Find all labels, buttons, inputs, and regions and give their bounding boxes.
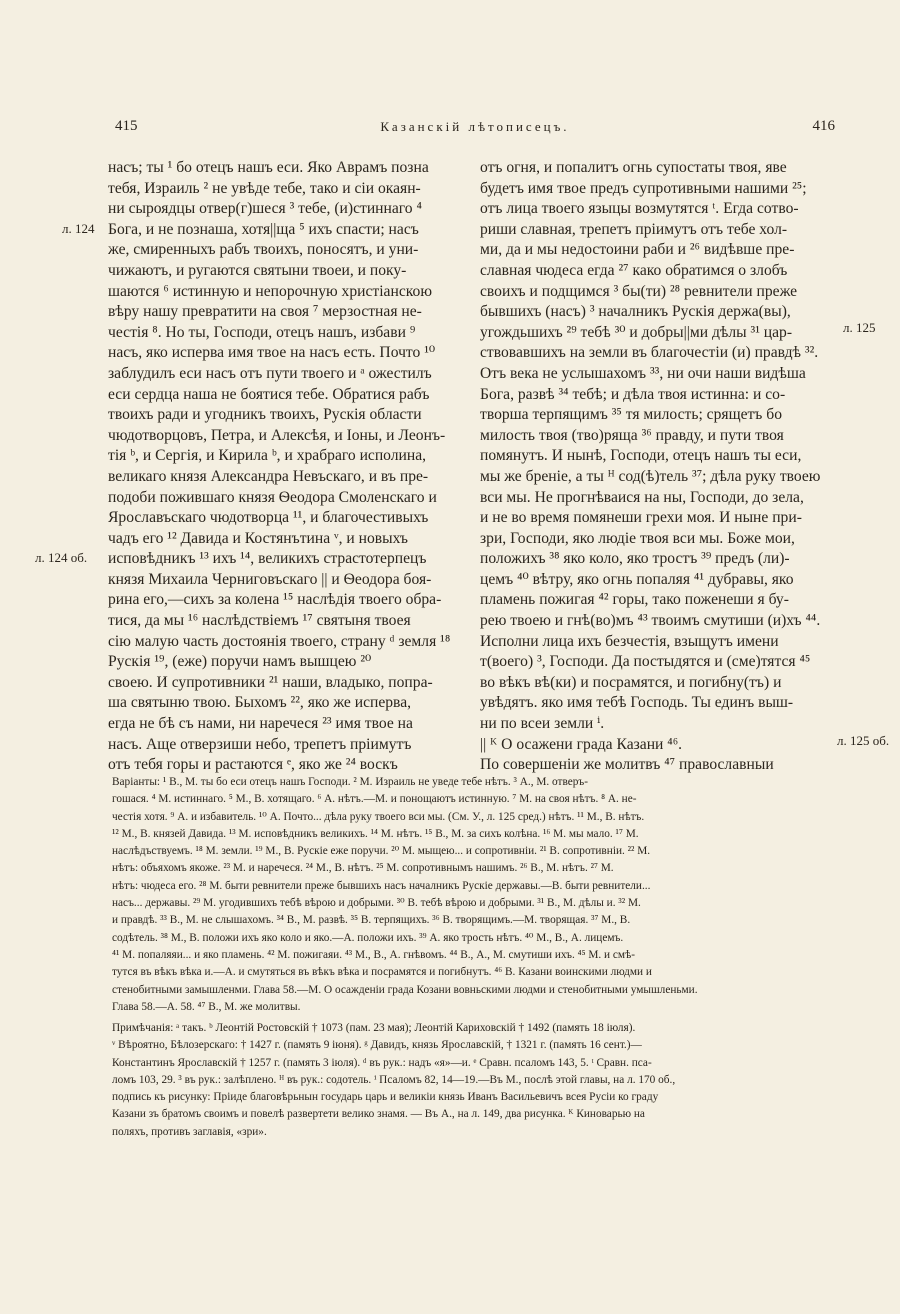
text-line: еси сердца наша не боятися тебе. Обратися рабъ	[108, 385, 430, 403]
text-line: будетъ имя твое предъ супротивными нашими ²⁵;	[480, 179, 807, 197]
text-line: подоби пожившаго князя Ѳеодора Смоленскаго и	[108, 488, 437, 506]
text-line: рина его,—сихъ за колена ¹⁵ наслѣдія твоего обра-	[108, 591, 442, 609]
running-title: Казанскій лѣтописецъ.	[380, 119, 570, 134]
note-line: ломъ 103, 29. ³ въ рук.: залѣплено. ᴴ въ рук.: содотель. ⁱ Псаломъ 82, 14—19.—Въ М., послѣ этой главы, на л. 170 об.,	[112, 1073, 676, 1086]
text-line: и не во время помянеши грехи моя. И ныне при-	[480, 509, 802, 527]
variant-line: содѣтель. ³⁸ М., В. положи ихъ яко коло и яко.—А. положи ихъ. ³⁹ А. яко трость нѣтъ. ⁴⁰ М., В., А. лицемъ.	[112, 931, 624, 944]
text-line: бывшихъ (насъ) ³ началникъ Рускія держа(вы),	[480, 303, 791, 321]
page-number-left: 415	[115, 118, 138, 134]
text-line: своею. И супротивники ²¹ наши, владыко, попра-	[108, 673, 433, 691]
note-line: ᵛ Вѣроятно, Бѣлозерскаго: † 1427 г. (память 9 іюня). ᵍ Давидъ, князь Ярославскій, † 1321 г. (память 16 сент.)—	[112, 1039, 642, 1052]
text-line: ми, да и мы недостоини раби и ²⁶ видѣвше пре-	[480, 241, 795, 259]
text-line: зри, Господи, яко людіе твоя вси мы. Боже мои,	[480, 529, 795, 547]
main-text-right-column	[480, 158, 835, 776]
note-line: Примѣчанія: ᵃ такъ. ᵇ Леонтій Ростовскій † 1073 (пам. 23 мая); Леонтій Кариховскій † 1492 (память 18 іюля).	[112, 1022, 636, 1034]
text-line: помянутъ. И нынѣ, Господи, отецъ нашъ ты еси,	[480, 447, 802, 465]
margin-folio-ref: л. 124	[62, 221, 95, 236]
text-line: творша терпящимъ ³⁵ тя милость; срящетъ бо	[480, 406, 782, 424]
variant-line: Варіанты: ¹ В., М. ты бо еси отецъ нашъ Господи. ² М. Израиль не уведе тебе нѣтъ. ³ А., М. отверъ-	[112, 776, 589, 788]
text-line: Исполни лица ихъ безчестія, взыщутъ имени	[480, 632, 779, 650]
text-line: ни сыроядцы отвер(г)шеся ³ тебе, (и)стиннаго ⁴	[108, 200, 422, 218]
variants-apparatus	[112, 774, 832, 1016]
text-line: насъ, яко исперва имя твое на насъ есть. Почто ¹⁰	[108, 344, 436, 362]
text-line: ствовавшихъ на земли въ благочестіи (и) правдѣ ³².	[480, 344, 819, 362]
text-line: твоихъ ради и угодникъ твоихъ, Рускія области	[108, 406, 422, 424]
text-line: т(воего) ³, Господи. Да постыдятся и (сме)тятся ⁴⁵	[480, 653, 811, 671]
variant-line: нѣтъ: объяхомъ якоже. ²³ М. и наречеся. ²⁴ М., В. нѣтъ. ²⁵ М. сопротивнымъ нашимъ. ²⁶ В., М. нѣтъ. ²⁷ М.	[112, 862, 614, 875]
text-line: рею твоею и гнѣ(во)мъ ⁴³ твоимъ смутиши (и)хъ ⁴⁴.	[480, 612, 821, 630]
variant-line: гошася. ⁴ М. истиннаго. ⁵ М., В. хотящаго. ⁶ А. нѣтъ.—М. и понощаютъ истинную. ⁷ М. на своя нѣтъ. ⁸ А. не-	[112, 793, 637, 806]
text-line: Отъ века не услышахомъ ³³, ни очи наши видѣша	[480, 364, 806, 382]
running-header	[115, 118, 835, 144]
variant-line: нѣтъ: чюдеса его. ²⁸ М. быти ревнители преже бывшихъ насъ началникъ Рускіе державы.—В. быти ревнители...	[112, 879, 651, 892]
text-line: вѣру нашу превратити на своя ⁷ мерзостная не-	[108, 303, 422, 321]
text-line: великаго князя Александра Невъскаго, и въ пре-	[108, 467, 429, 485]
variant-line: наслѣдъствуемъ. ¹⁸ М. земли. ¹⁹ М., В. Рускіе еже поручи. ²⁰ М. мыщею... и сопротивніи. ²¹ В. сопротивніи. ²² М.	[112, 845, 651, 858]
text-line: По совершеніи же молитвъ ⁴⁷ православныи	[480, 756, 774, 774]
text-line: князя Михаила Черниговъскаго || и Ѳеодора боя-	[108, 570, 432, 588]
variant-line: Глава 58.—А. 58. ⁴⁷ В., М. же молитвы.	[112, 1000, 301, 1013]
text-line: пламень пожигая ⁴² горы, тако поженеши я бу-	[480, 591, 789, 609]
variant-line: стенобитными замышленми. Глава 58.—М. О осажденіи града Козани вовньскими людми и стенобитными умышленьми.	[112, 983, 698, 996]
text-line: заблудилъ еси насъ отъ пути твоего и ᵃ ожестилъ	[108, 364, 432, 382]
text-line: насъ. Аще отверзиши небо, трепетъ пріимутъ	[108, 735, 412, 753]
editorial-notes	[112, 1020, 832, 1141]
text-line: чижаютъ, и ругаются святыни твоеи, и поку-	[108, 261, 407, 279]
text-line: отъ огня, и попалитъ огнь супостаты твоя, яве	[480, 159, 787, 176]
note-line: Казани зъ братомъ своимъ и повелѣ развертети велико знамя. — Въ А., на л. 149, два рисунка. ᴷ Киноварью на	[112, 1108, 645, 1121]
text-line: милость твоя (тво)ряща ³⁶ правду, и пути твоя	[480, 426, 784, 444]
text-line: угождьшихъ ²⁹ тебѣ ³⁰ и добры||ми дѣлы ³¹ цар-	[480, 323, 793, 341]
text-line: риши славная, трепетъ пріимутъ отъ тебе хол-	[480, 220, 788, 238]
text-line: Бога, и не познаша, хотя||ща ⁵ ихъ спасти; насъ	[108, 220, 419, 238]
text-line: положихъ ³⁸ яко коло, яко тростъ ³⁹ предъ (ли)-	[480, 550, 790, 568]
text-line: чадъ его ¹² Давида и Костянътина ᵛ, и новыхъ	[108, 529, 408, 547]
main-text-left-column	[108, 158, 463, 776]
text-line: славная чюдеса егда ²⁷ како обратимся о злобъ	[480, 261, 788, 279]
variant-line: ¹² М., В. князей Давида. ¹³ М. исповѣдникъ великихъ. ¹⁴ М. нѣтъ. ¹⁵ В., М. за сихъ колѣна. ¹⁶ М. мы мало. ¹⁷ М.	[112, 827, 639, 840]
note-line: поляхъ, противъ заглавія, «зри».	[112, 1125, 267, 1138]
text-line: тебя, Израиль ² не увѣде тебе, тако и сіи окаян-	[108, 179, 421, 197]
text-line: своихъ и подщимся ³ бы(ти) ²⁸ ревнители преже	[480, 282, 798, 300]
text-line: Рускія ¹⁹, (еже) поручи намъ вышцею ²⁰	[108, 653, 372, 671]
text-line: отъ тебя горы и растаются ᵉ, яко же ²⁴ воскъ	[108, 756, 398, 774]
text-line: Бога, развѣ ³⁴ тебѣ; и дѣла твоя истинна: и со-	[480, 385, 786, 403]
text-line: тія ᵇ, и Сергія, и Кирила ᵇ, и храбраго исполина,	[108, 447, 427, 465]
margin-folio-ref: л. 125	[843, 320, 876, 335]
variant-line: честія хотя. ⁹ А. и избавитель. ¹⁰ А. Почто... дѣла руку твоего вси мы. (См. У., л. 125 сред.) нѣтъ. ¹¹ М., В. нѣтъ.	[112, 810, 645, 823]
page-number-right: 416	[812, 118, 835, 134]
text-line: чюдотворцовъ, Петра, и Алексѣя, и Іоны, и Леонъ-	[108, 426, 446, 444]
text-line: тися, да мы ¹⁶ наслѣдствіемъ ¹⁷ святыня твоея	[108, 612, 411, 630]
text-line: || ᴷ О осажени града Казани ⁴⁶.	[480, 735, 683, 753]
note-line: подпись къ рисунку: Пріиде благовѣрьнын государь царь и великіи князь Иванъ Васильевичъ всея Русіи ко граду	[112, 1091, 659, 1104]
text-line: сію малую часть достоянія твоего, страну ᵈ земля ¹⁸	[108, 632, 451, 650]
note-line: Константинъ Ярославскій † 1257 г. (память 3 іюля). ᵈ въ рук.: надъ «я»—и. ᵉ Сравн. псаломъ 143, 5. ᵗ Сравн. пса-	[112, 1056, 652, 1069]
text-line: во вѣкъ вѣ(ки) и посрамятся, и погибну(тъ) и	[480, 673, 782, 691]
variant-line: ⁴¹ М. попаляяи... и яко пламень. ⁴² М. пожигаяи. ⁴³ М., В., А. гнѣвомъ. ⁴⁴ В., А., М. смутиши ихъ. ⁴⁵ М. и смѣ-	[112, 948, 635, 961]
text-line: ша святыню твою. Быхомъ ²², яко же исперва,	[108, 694, 412, 712]
text-line: мы же бреніе, а ты ᴴ сод(ѣ)тель ³⁷; дѣла руку твоею	[480, 467, 821, 485]
text-line: ни по всеи земли ⁱ.	[480, 715, 605, 733]
margin-folio-ref: л. 125 об.	[837, 733, 890, 748]
text-line: честія ⁸. Но ты, Господи, отецъ нашъ, избави ⁹	[108, 323, 416, 341]
text-line: же, смиренныхъ рабъ твоихъ, поносятъ, и уни-	[108, 241, 419, 259]
text-line: цемъ ⁴⁰ вѣтру, яко огнь попаляя ⁴¹ дубравы, яко	[480, 570, 794, 588]
variant-line: насъ... державы. ²⁹ М. угодившихъ тебѣ вѣрою и добрыми. ³⁰ В. тебѣ вѣрою и добрыми. ³¹ В., М. дѣлы и. ³² М.	[112, 897, 641, 910]
text-line: шаются ⁶ истинную и непорочную христіанскою	[108, 282, 432, 300]
text-line: отъ лица твоего языцы возмутятся ᵗ. Егда сотво-	[480, 200, 799, 218]
text-line: егда не бѣ съ нами, ни наречеся ²³ имя твое на	[108, 715, 413, 733]
variant-line: тутся въ вѣкъ вѣка и.—А. и смутяться въ вѣкъ вѣка и посрамятся и погибнутъ. ⁴⁶ В. Казани воинскими людми и	[112, 966, 652, 979]
text-line: исповѣдникъ ¹³ ихъ ¹⁴, великихъ страстотерпецъ	[108, 550, 427, 568]
text-line: вси мы. Не прогнѣваися на ны, Господи, до зела,	[480, 488, 804, 506]
variant-line: и правдѣ. ³³ В., М. не слышахомъ. ³⁴ В., М. развѣ. ³⁵ В. терпящихъ. ³⁶ В. творящимъ.—М. творящая. ³⁷ М., В.	[112, 914, 631, 927]
text-line: насъ; ты ¹ бо отецъ нашъ еси. Яко Аврамъ позна	[108, 159, 429, 176]
text-line: Ярославъскаго чюдотворца ¹¹, и благочестивыхъ	[108, 509, 429, 527]
text-line: увѣдятъ. яко имя тебѣ Господь. Ты единъ выш-	[480, 694, 794, 712]
margin-folio-ref: л. 124 об.	[35, 550, 88, 565]
